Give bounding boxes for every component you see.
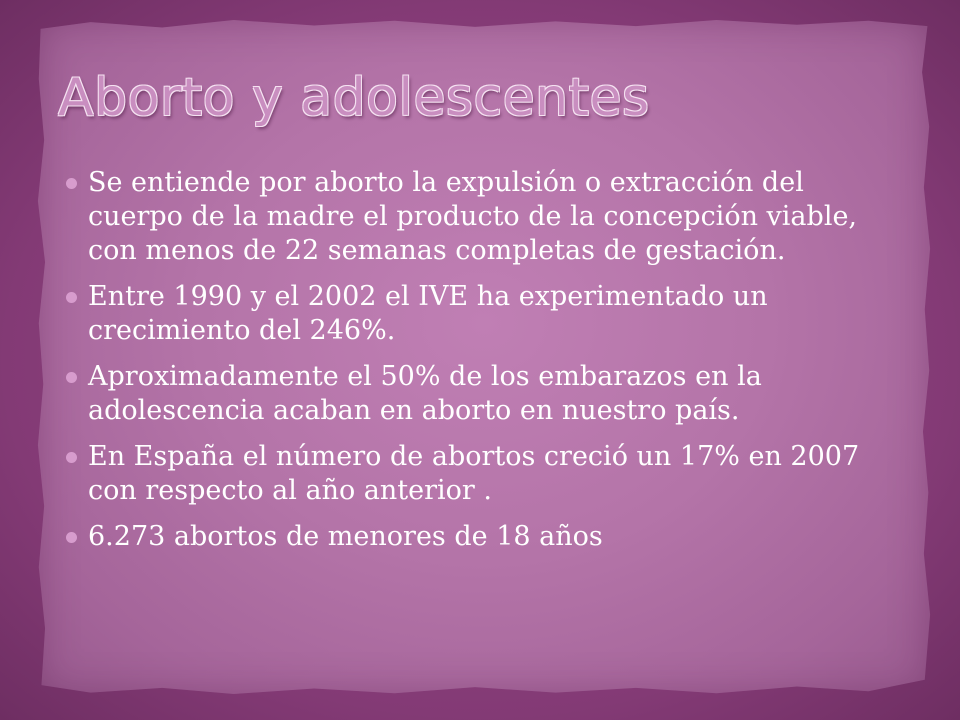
bullet-item [64, 166, 884, 268]
bullet-dot-icon [66, 292, 77, 303]
bullet-text: Entre 1990 y el 2002 el IVE ha experimentado un crecimiento del 246%. [88, 281, 768, 346]
bullet-text: 6.273 abortos de menores de 18 años [88, 521, 603, 552]
bullet-list [64, 166, 884, 566]
bullet-dot-icon [66, 372, 77, 383]
bullet-item [64, 280, 884, 348]
bullet-dot-icon [66, 532, 77, 543]
bullet-dot-icon [66, 452, 77, 463]
bullet-item [64, 360, 884, 428]
slide-title: Aborto y adolescentes [58, 68, 650, 128]
bullet-text: Aproximadamente el 50% de los embarazos en la adolescencia acaban en aborto en nuestro país. [88, 361, 762, 426]
bullet-dot-icon [66, 178, 77, 189]
bullet-text: Se entiende por aborto la expulsión o extracción del cuerpo de la madre el producto de la concepción viable, con menos de 22 semanas completas de gestación. [88, 167, 858, 266]
bullet-item [64, 520, 884, 554]
bullet-text: En España el número de abortos creció un 17% en 2007 con respecto al año anterior . [88, 441, 860, 506]
bullet-item [64, 440, 884, 508]
